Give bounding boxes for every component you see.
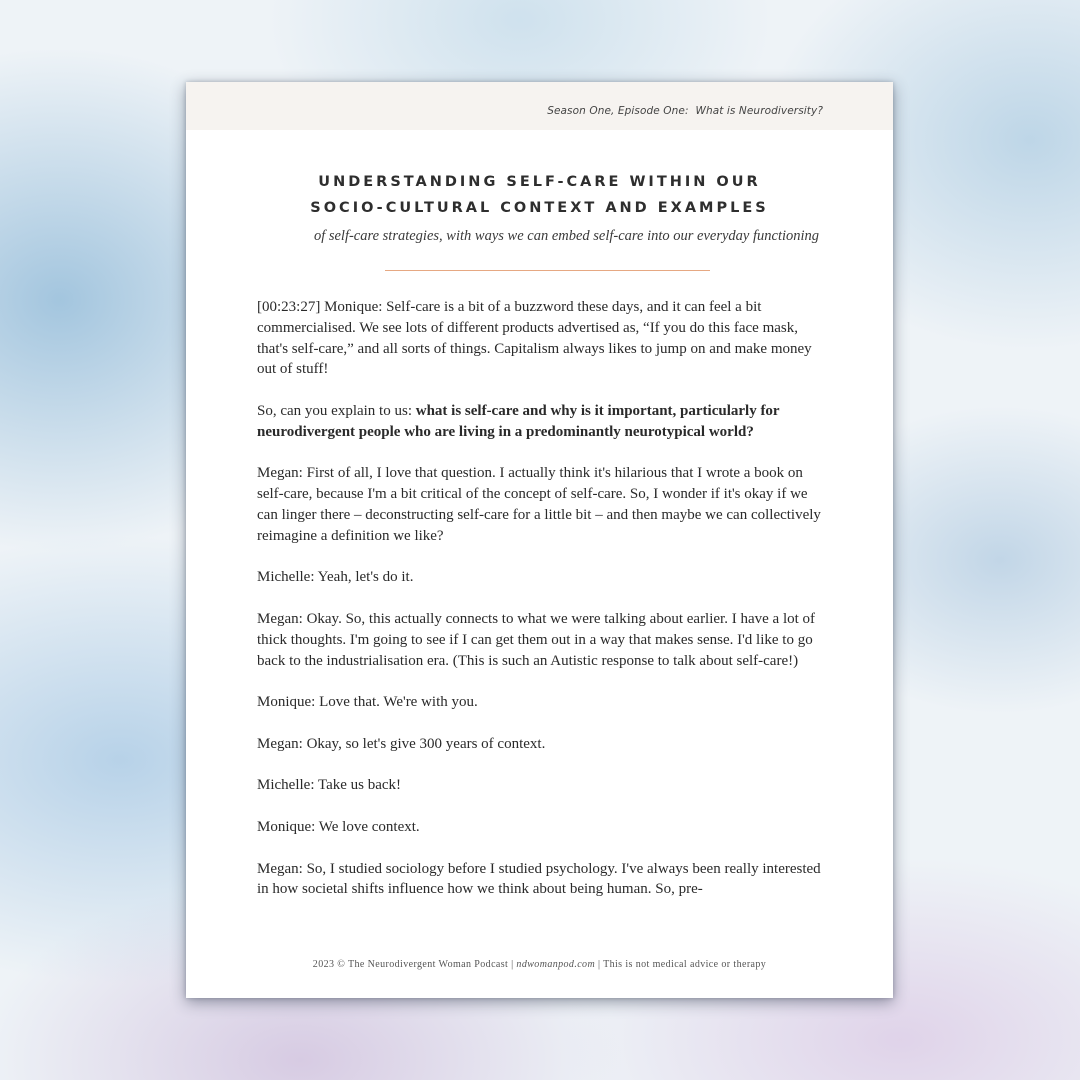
paragraph: Michelle: Yeah, let's do it. bbox=[257, 569, 414, 586]
page-header bbox=[186, 82, 893, 130]
paragraph: [00:23:27] Monique: Self-care is a bit of a buzzword these days, and it can feel a bit commercialised. We see lots of different products advertised as, “If you do this face mask, that's self-care,” and all sorts of things. Capitalism always likes to jump on and make money out of stuff! bbox=[257, 299, 812, 378]
title-line-1: UNDERSTANDING SELF-CARE WITHIN OUR bbox=[318, 174, 761, 190]
title-divider bbox=[385, 270, 710, 271]
paragraph: Monique: We love context. bbox=[257, 818, 420, 835]
paragraph: Megan: So, I studied sociology before I studied psychology. I've always been really interested in how societal shifts influence how we think about being human. So, pre- bbox=[257, 860, 821, 898]
question-emphasis: what is self-care and why is it important, particularly for neurodivergent people who are living in a predominantly neurotypical world? bbox=[257, 402, 780, 440]
transcript-page bbox=[186, 82, 893, 998]
footer-copyright: 2023 © The Neurodivergent Woman Podcast | bbox=[312, 959, 517, 970]
paragraph: Monique: Love that. We're with you. bbox=[257, 694, 478, 711]
title-line-2: SOCIO-CULTURAL CONTEXT AND EXAMPLES bbox=[310, 200, 769, 216]
footer-disclaimer: | This is not medical advice or therapy bbox=[595, 959, 767, 970]
footer-website-link[interactable]: ndwomanpod.com bbox=[516, 959, 596, 970]
episode-label: Season One, Episode One: What is Neurodiversity? bbox=[547, 105, 823, 117]
page-footer bbox=[186, 959, 893, 970]
transcript-body bbox=[257, 297, 827, 900]
paragraph: Michelle: Take us back! bbox=[257, 777, 402, 794]
paragraph: Megan: Okay. So, this actually connects to what we were talking about earlier. I have a lot of thick thoughts. I'm going to see if I can get them out in a way that makes sense. I'd like to go back to the industrialisation era. (This is such an Autistic response to talk about self-care!) bbox=[257, 610, 816, 669]
paragraph-question bbox=[257, 401, 827, 443]
document-title bbox=[186, 169, 893, 221]
paragraph: Megan: Okay, so let's give 300 years of context. bbox=[257, 735, 546, 752]
question-lead: So, can you explain to us: bbox=[257, 402, 416, 419]
document-subtitle: of self-care strategies, with ways we can embed self-care into our everyday functioning bbox=[313, 228, 820, 244]
paragraph: Megan: First of all, I love that question. I actually think it's hilarious that I wrote a book on self-care, because I'm a bit critical of the concept of self-care. So, I wonder if it's okay if we can linger there – deconstructing self-care for a little bit – and then maybe we can collectively reimagine a definition we like? bbox=[257, 465, 821, 544]
